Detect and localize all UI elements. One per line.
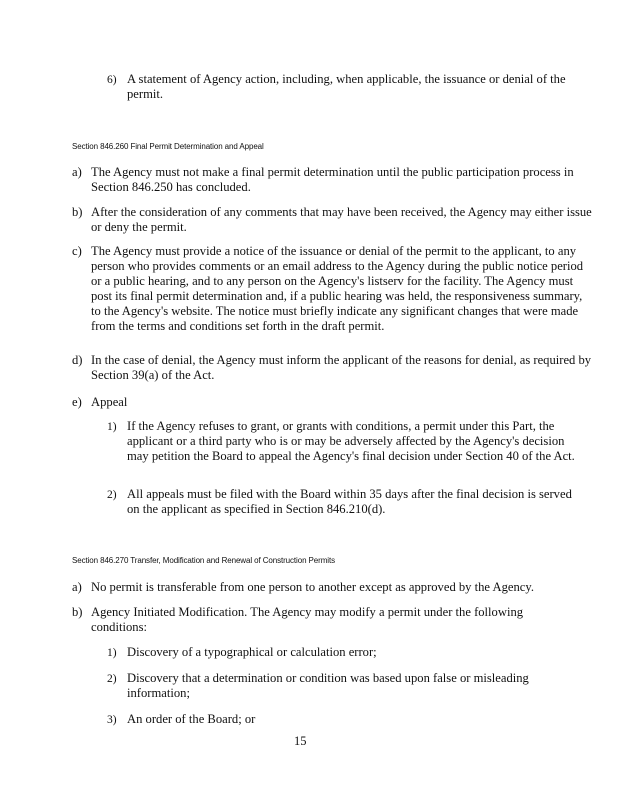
item-text: No permit is transferable from one person to another except as approved by the Agency. xyxy=(91,580,534,594)
item-text: An order of the Board; or xyxy=(127,712,256,726)
item-marker: 6) xyxy=(107,74,117,86)
item-text: A statement of Agency action, including, when applicable, the issuance or denial of the permit. xyxy=(127,72,566,101)
item-marker: e) xyxy=(72,395,82,409)
item-text: Discovery of a typographical or calculation error; xyxy=(127,645,377,659)
item-marker: b) xyxy=(72,605,83,619)
item-text: The Agency must provide a notice of the issuance or denial of the permit to the applicant, to any person who provides comments or an email address to the Agency during the public notice period or a public hearing, and to any person on the Agency's listserv for the facility. The Agency must post its final permit determination and, if a public hearing was held, the responsiveness summary, to the Agency's website. The notice must briefly indicate any significant changes that were made from the terms and conditions set forth in the draft permit. xyxy=(91,244,584,333)
section-heading-846-260: Section 846.260 Final Permit Determination and Appeal xyxy=(72,142,264,151)
section-heading-846-270: Section 846.270 Transfer, Modification and Renewal of Construction Permits xyxy=(72,556,335,565)
page-number: 15 xyxy=(294,734,307,748)
item-marker: d) xyxy=(72,353,83,367)
item-marker: a) xyxy=(72,580,82,594)
item-marker: c) xyxy=(72,244,82,258)
item-marker: 2) xyxy=(107,673,117,685)
item-text: All appeals must be filed with the Board within 35 days after the final decision is served on the applicant as specified in Section 846.210(d). xyxy=(127,487,572,516)
item-text: Agency Initiated Modification. The Agency may modify a permit under the following conditions: xyxy=(91,605,524,634)
item-text: Appeal xyxy=(91,395,128,409)
item-marker: 2) xyxy=(107,489,117,501)
item-text: The Agency must not make a final permit determination until the public participation process in Section 846.250 has concluded. xyxy=(91,165,574,194)
item-text: After the consideration of any comments that may have been received, the Agency may either issue or deny the permit. xyxy=(91,205,592,234)
item-marker: a) xyxy=(72,165,82,179)
item-text: In the case of denial, the Agency must inform the applicant of the reasons for denial, as required by Section 39(a) of the Act. xyxy=(91,353,592,382)
item-marker: 3) xyxy=(107,714,117,726)
item-marker: 1) xyxy=(107,421,117,433)
item-text: If the Agency refuses to grant, or grants with conditions, a permit under this Part, the applicant or a third party who is or may be adversely affected by the Agency's decision may petition the Board to appeal the Agency's final decision under Section 40 of the Act. xyxy=(127,419,575,463)
item-marker: b) xyxy=(72,205,83,219)
item-marker: 1) xyxy=(107,647,117,659)
item-text: Discovery that a determination or condition was based upon false or misleading information; xyxy=(127,671,529,700)
